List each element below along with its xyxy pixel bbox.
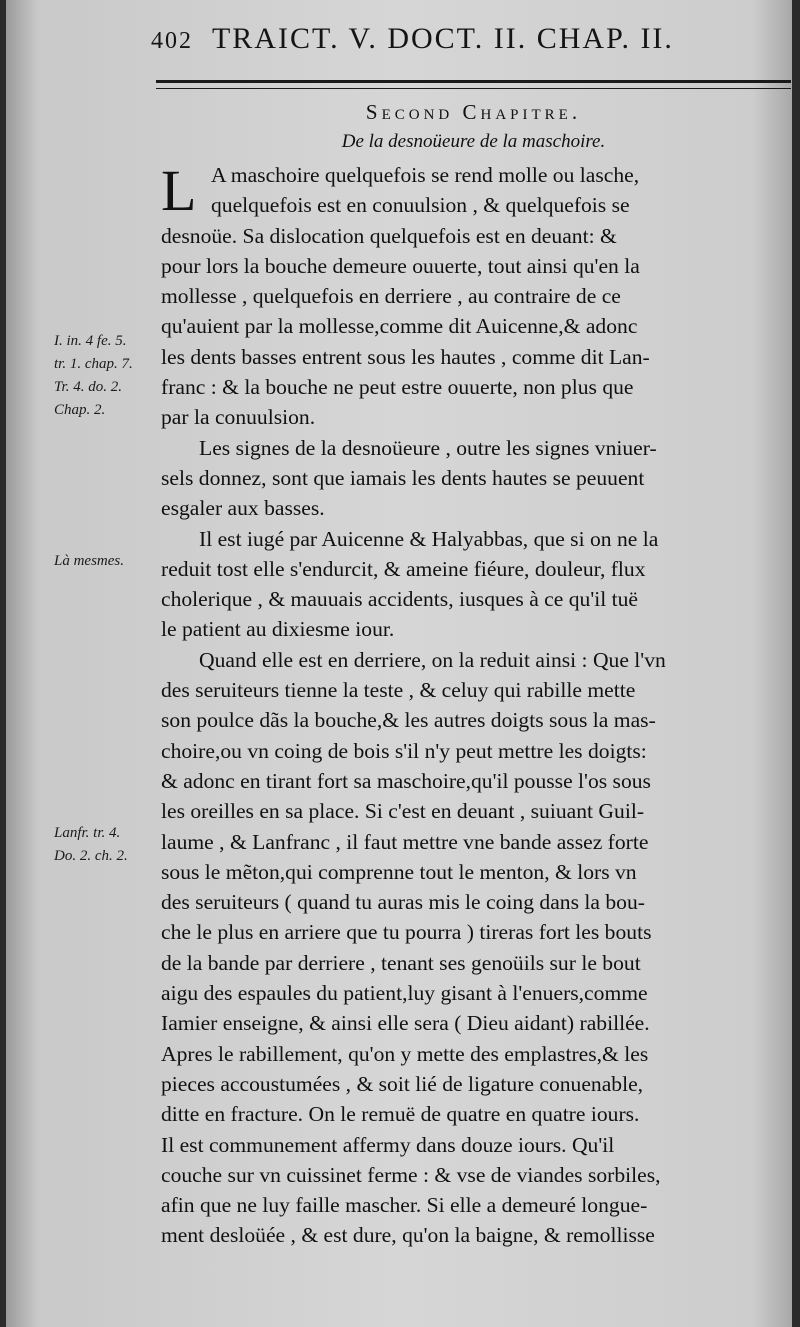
margin-note-line: I. in. 4 fe. 5. <box>54 333 127 349</box>
text-line: Il est iugé par Auicenne & Halyabbas, que si on ne la <box>199 526 659 551</box>
body-text <box>161 160 779 1251</box>
drop-cap: L <box>161 158 197 223</box>
text-line: le patient au dixiesme iour. <box>161 617 395 642</box>
text-line: pour lors la bouche demeure ouuerte, tout ainsi qu'en la <box>161 253 640 278</box>
margin-note-lanfranc <box>54 822 159 868</box>
text-line: les dents basses entrent sous les hautes , comme dit Lan- <box>161 344 650 369</box>
text-line: sels donnez, sont que iamais les dents hautes se peuuent <box>161 465 645 490</box>
margin-note-citation <box>54 330 159 422</box>
text-line: aigu des espaules du patient,luy gisant à l'enuers,comme <box>161 981 648 1006</box>
text-line: qu'auient par la mollesse,comme dit Auicenne,& adonc <box>161 314 638 339</box>
running-header <box>151 22 751 66</box>
text-line: Quand elle est en derriere, on la reduit ainsi : Que l'vn <box>199 647 666 672</box>
text-line: franc : & la bouche ne peut estre ouuerte, non plus que <box>161 375 634 400</box>
text-line: reduit tost elle s'endurcit, & ameine fiéure, douleur, flux <box>161 556 646 581</box>
text-line: des seruiteurs ( quand tu auras mis le coing dans la bou- <box>161 890 645 915</box>
text-line: de la bande par derriere , tenant ses genoüils sur le bout <box>161 950 641 975</box>
text-line: choire,ou vn coing de bois s'il n'y peut mettre les doigts: <box>161 738 647 763</box>
text-line: ment desloüée , & est dure, qu'on la baigne, & remollisse <box>161 1223 655 1248</box>
text-line: Iamier enseigne, & ainsi elle sera ( Dieu aidant) rabillée. <box>161 1011 650 1036</box>
margin-note-line: tr. 1. chap. 7. <box>54 356 133 372</box>
chapter-subtitle: De la desnoüeure de la maschoire. <box>341 131 606 152</box>
text-line: mollesse , quelquefois en derriere , au contraire de ce <box>161 284 621 309</box>
text-line: par la conuulsion. <box>161 405 316 430</box>
header-rule <box>156 80 791 89</box>
margin-note-line: Lanfr. tr. 4. <box>54 825 121 841</box>
text-line: des seruiteurs tienne la teste , & celuy qui rabille mette <box>161 678 636 703</box>
text-line: les oreilles en sa place. Si c'est en deuant , suiuant Guil- <box>161 799 645 824</box>
text-line: son poulce dãs la bouche,& les autres doigts sous la mas- <box>161 708 656 733</box>
margin-note-line: Do. 2. ch. 2. <box>54 848 128 864</box>
text-line: sous le mẽton,qui comprenne tout le menton, & lors vn <box>161 859 637 884</box>
text-line: quelquefois est en conuulsion , & quelquefois se <box>211 193 630 218</box>
text-line: Apres le rabillement, qu'on y mette des emplastres,& les <box>161 1041 649 1066</box>
margin-note-line: Tr. 4. do. 2. <box>54 379 122 395</box>
text-line: couche sur vn cuissinet ferme : & vse de viandes sorbiles, <box>161 1162 661 1187</box>
text-line: Les signes de la desnoüeure , outre les signes vniuer- <box>199 435 657 460</box>
text-line: afin que ne luy faille mascher. Si elle a demeuré longue- <box>161 1193 648 1218</box>
running-title: TRAICT. V. DOCT. II. CHAP. II. <box>211 22 674 55</box>
book-page <box>6 0 792 1327</box>
margin-note-line: Là mesmes. <box>54 553 124 569</box>
text-line: desnoüe. Sa dislocation quelquefois est en deuant: & <box>161 223 617 248</box>
text-line: che le plus en arriere que tu pourra ) tireras fort les bouts <box>161 920 652 945</box>
text-line: A maschoire quelquefois se rend molle ou lasche, <box>211 163 640 187</box>
margin-note-line: Chap. 2. <box>54 402 106 418</box>
text-line: ditte en fracture. On le remuë de quatre en quatre iours. <box>161 1102 640 1127</box>
text-line: laume , & Lanfranc , il faut mettre vne bande assez forte <box>161 829 649 854</box>
text-line: esgaler aux basses. <box>161 496 325 521</box>
text-line: cholerique , & mauuais accidents, iusques à ce qu'il tuë <box>161 587 639 612</box>
text-line: Il est communement affermy dans douze iours. Qu'il <box>161 1132 615 1157</box>
text-line: pieces accoustumées , & soit lié de ligature conuenable, <box>161 1071 644 1096</box>
margin-note-same <box>54 550 159 573</box>
page-number: 402 <box>151 28 193 54</box>
text-line: & adonc en tirant fort sa maschoire,qu'il pousse l'os sous <box>161 768 651 793</box>
chapter-title: Second Chapitre. <box>365 100 582 124</box>
